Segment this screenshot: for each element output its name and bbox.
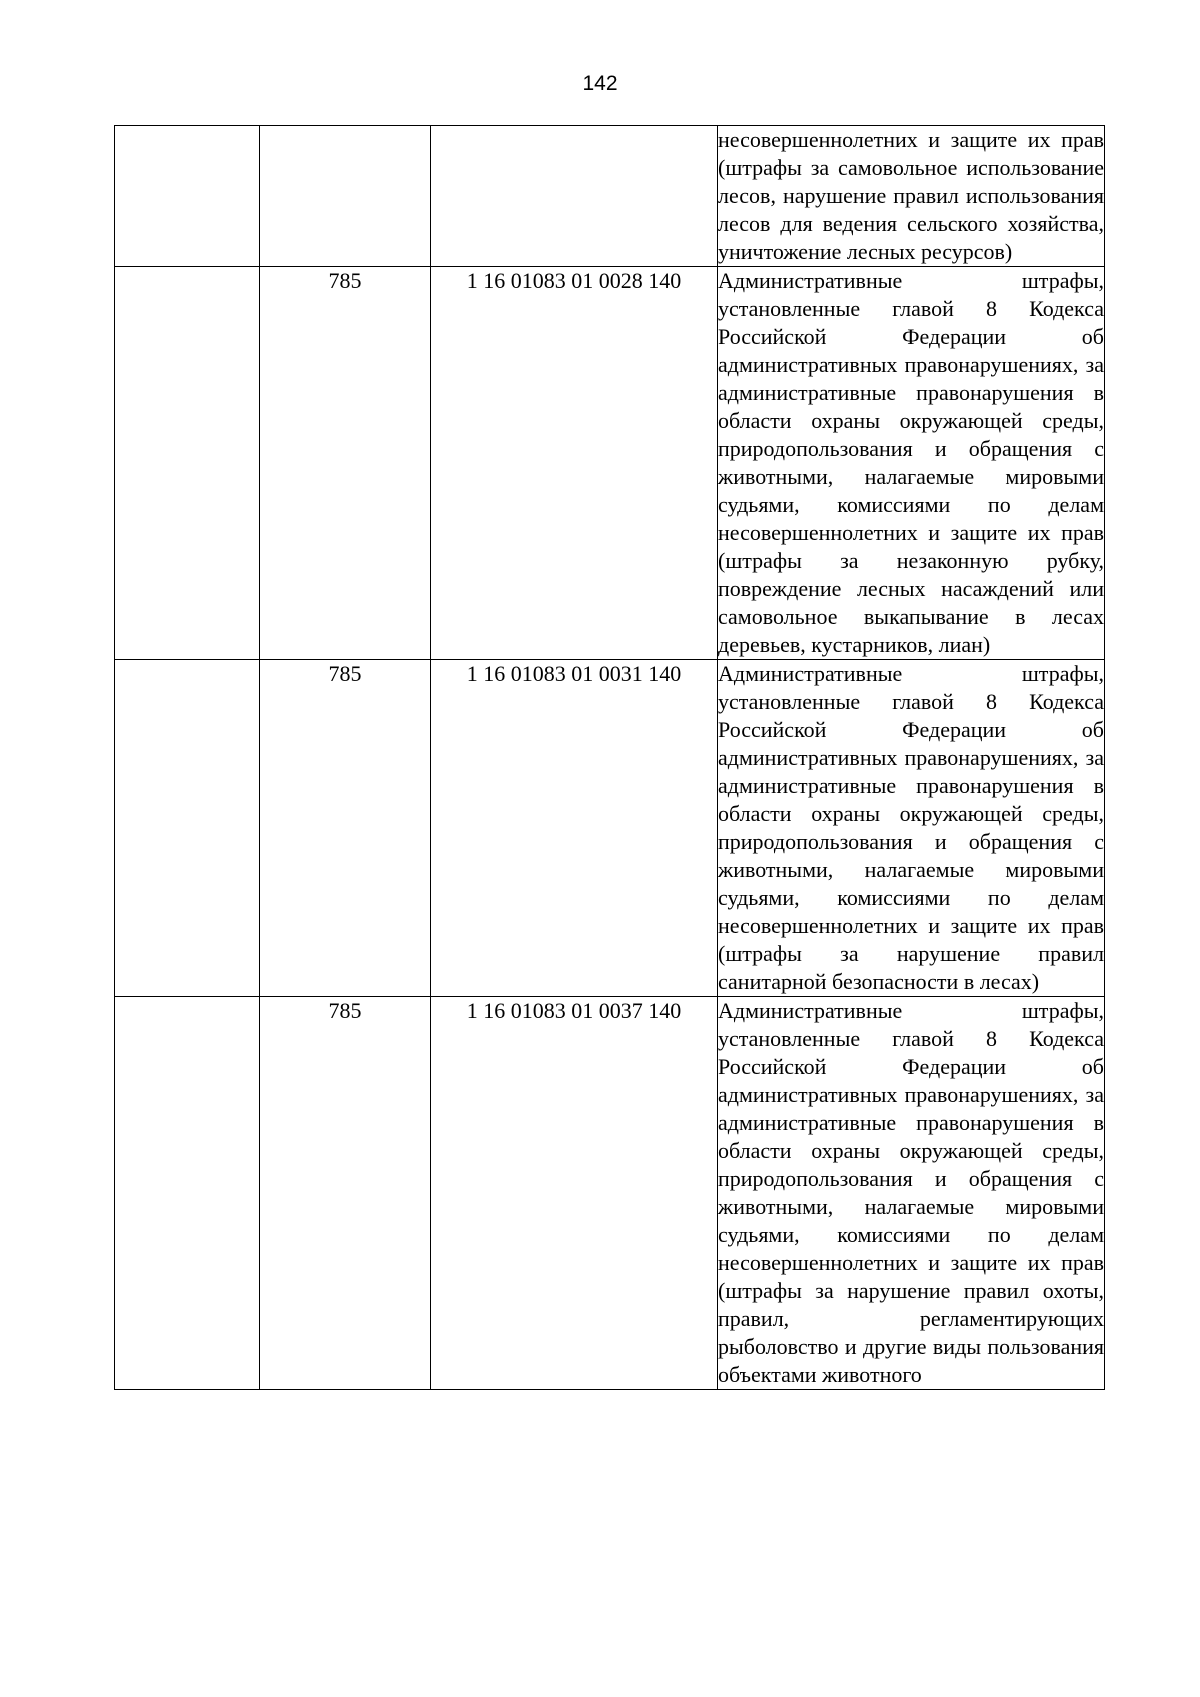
table-cell-description: Административные штрафы, установленные главой 8 Кодекса Российской Федерации об административных правонарушениях, за административные правонарушения в области охраны окружающей среды, природопользования и обращения с животными, налагаемые мировыми судьями, комиссиями по делам несовершеннолетних и защите их прав (штрафы за нарушение правил санитарной безопасности в лесах) [718,660,1105,997]
table-cell-col1 [115,126,260,267]
table-cell-description: Административные штрафы, установленные главой 8 Кодекса Российской Федерации об административных правонарушениях, за административные правонарушения в области охраны окружающей среды, природопользования и обращения с животными, налагаемые мировыми судьями, комиссиями по делам несовершеннолетних и защите их прав (штрафы за незаконную рубку, повреждение лесных насаждений или самовольное выкапывание в лесах деревьев, кустарников, лиан) [718,267,1105,660]
table-row [115,126,1105,267]
table-cell-admin-code [260,126,431,267]
table-cell-col1 [115,660,260,997]
table-cell-kbk-code: 1 16 01083 01 0037 140 [431,997,718,1390]
table-row [115,660,1105,997]
table-cell-admin-code: 785 [260,660,431,997]
table-cell-description: Административные штрафы, установленные главой 8 Кодекса Российской Федерации об административных правонарушениях, за административные правонарушения в области охраны окружающей среды, природопользования и обращения с животными, налагаемые мировыми судьями, комиссиями по делам несовершеннолетних и защите их прав (штрафы за нарушение правил охоты, правил, регламентирующих рыболовство и другие виды пользования объектами животного [718,997,1105,1390]
table-cell-kbk-code: 1 16 01083 01 0031 140 [431,660,718,997]
table-row [115,997,1105,1390]
table-cell-col1 [115,997,260,1390]
table-row [115,267,1105,660]
table-cell-kbk-code [431,126,718,267]
table-cell-col1 [115,267,260,660]
budget-code-table [114,125,1105,1390]
page-number: 142 [582,72,618,95]
table-cell-kbk-code: 1 16 01083 01 0028 140 [431,267,718,660]
table-cell-admin-code: 785 [260,267,431,660]
table-cell-admin-code: 785 [260,997,431,1390]
table-cell-description: несовершеннолетних и защите их прав (штрафы за самовольное использование лесов, нарушение правил использования лесов для ведения сельского хозяйства, уничтожение лесных ресурсов) [718,126,1105,267]
